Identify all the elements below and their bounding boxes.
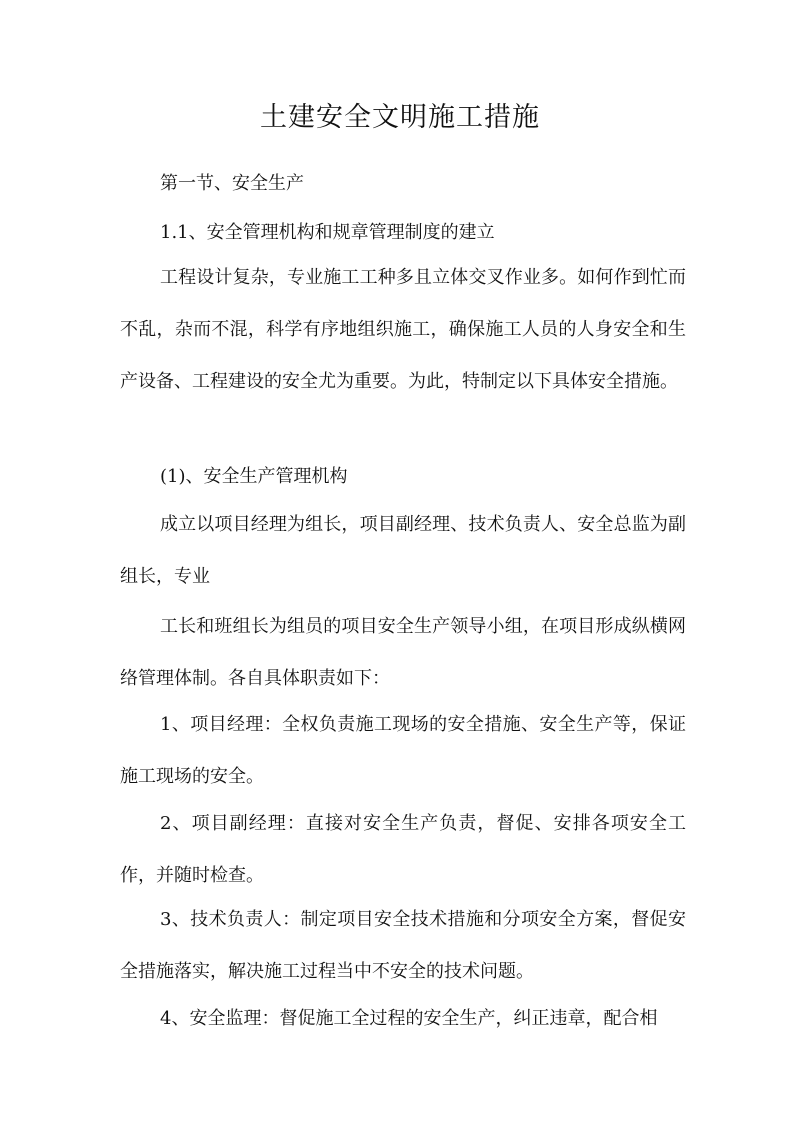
paragraph-intro: 工程设计复杂，专业施工工种多且立体交叉作业多。如何作到忙而不乱，杂而不混，科学有序地组织施工，确保施工人员的人身安全和生产设备、工程建设的安全尤为重要。为此，特制定以下具体安全措施。 bbox=[120, 267, 686, 392]
duty-item-safety-supervisor: 4、安全监理：督促施工全过程的安全生产，纠正违章，配合相 bbox=[160, 1008, 658, 1029]
document-title: 土建安全文明施工措施 bbox=[260, 102, 540, 133]
section-heading: 第一节、安全生产 bbox=[160, 173, 304, 194]
duty-item-technical-lead: 3、技术负责人：制定项目安全技术措施和分项安全方案，督促安全措施落实，解决施工过程当中不安全的技术问题。 bbox=[120, 909, 686, 982]
duty-item-project-manager: 1、项目经理：全权负责施工现场的安全措施、安全生产等，保证施工现场的安全。 bbox=[120, 714, 686, 787]
paragraph-team: 工长和班组长为组员的项目安全生产领导小组，在项目形成纵横网络管理体制。各自具体职责如下： bbox=[120, 616, 686, 689]
paragraph-organization: 成立以项目经理为组长，项目副经理、技术负责人、安全总监为副组长，专业 bbox=[120, 514, 686, 587]
duty-item-deputy-manager: 2、项目副经理：直接对安全生产负责，督促、安排各项安全工作，并随时检查。 bbox=[120, 813, 686, 886]
item-heading-organization: (1)、安全生产管理机构 bbox=[160, 466, 348, 487]
subsection-heading: 1.1、安全管理机构和规章管理制度的建立 bbox=[160, 222, 495, 243]
